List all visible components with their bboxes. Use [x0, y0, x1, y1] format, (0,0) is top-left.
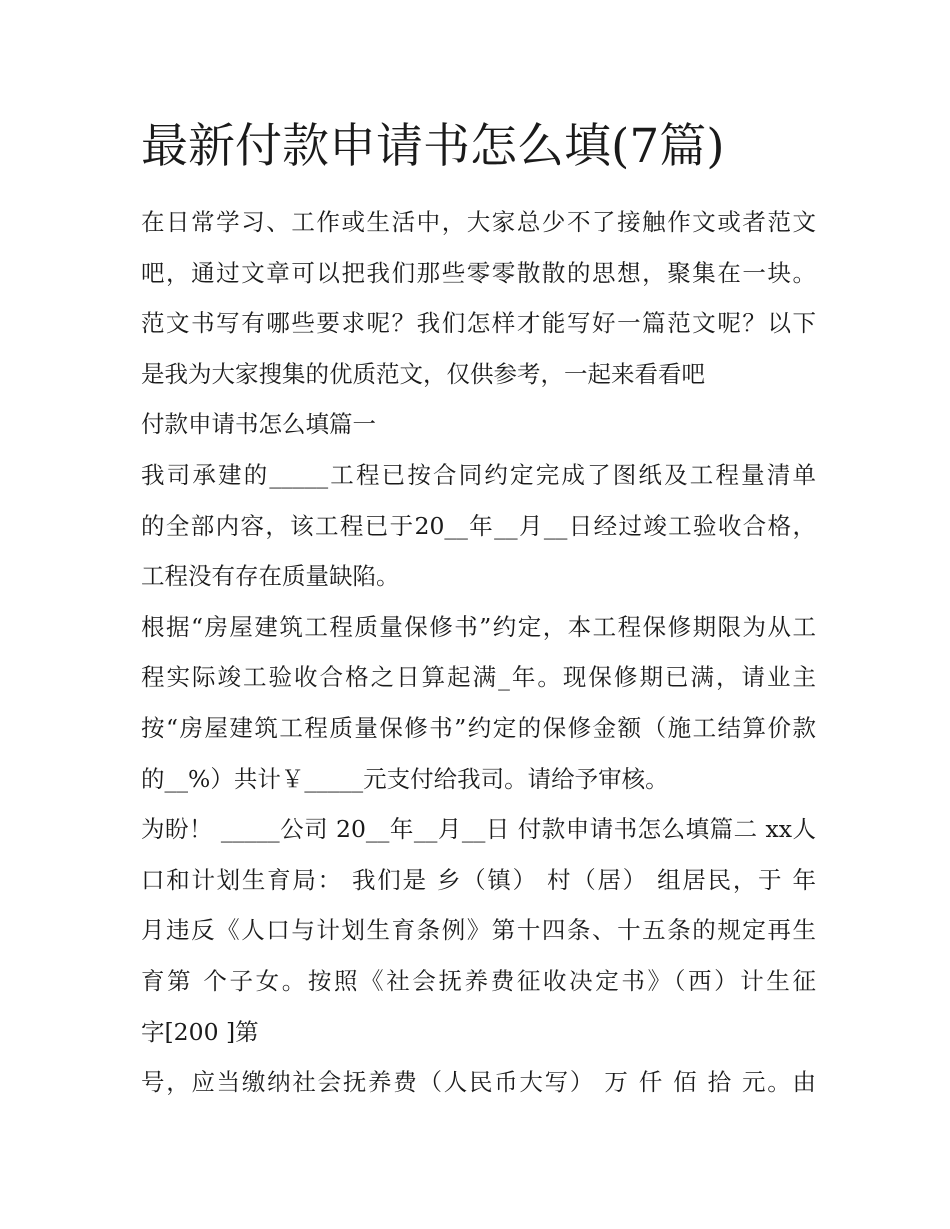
text-line: 口和计划生育局： 我们是 乡（镇） 村（居） 组居民，于 年 [141, 865, 816, 894]
text-line: 是我为大家搜集的优质范文，仅供参考，一起来看看吧 [141, 359, 705, 388]
text-line: 我司承建的_____工程已按合同约定完成了图纸及工程量清单 [141, 460, 816, 489]
text-line: 月违反《人口与计划生育条例》第十四条、十五条的规定再生 [141, 916, 816, 945]
text-line: 根据“房屋建筑工程质量保修书”约定，本工程保修期限为从工 [141, 612, 816, 641]
text-line: 吧，通过文章可以把我们那些零零散散的思想，聚集在一块。 [141, 258, 816, 287]
text-line: 字[200 ]第 [141, 1017, 259, 1046]
text-line: 的全部内容，该工程已于20__年__月__日经过竣工验收合格， [141, 511, 816, 540]
text-line: 在日常学习、工作或生活中，大家总少不了接触作文或者范文 [141, 208, 816, 236]
document-title: 最新付款申请书怎么填(7篇) [141, 119, 725, 174]
text-line: 付款申请书怎么填篇一 [141, 410, 376, 439]
text-line: 育第 个子女。按照《社会抚养费征收决定书》（西）计生征 [141, 966, 816, 995]
text-line: 程实际竣工验收合格之日算起满_年。现保修期已满，请业主 [141, 663, 816, 692]
document-body [141, 197, 816, 1108]
text-line: 的__%）共计￥_____元支付给我司。请给予审核。 [141, 764, 669, 793]
text-line: 范文书写有哪些要求呢？我们怎样才能写好一篇范文呢？以下 [141, 309, 816, 338]
text-line: 号，应当缴纳社会抚养费（人民币大写） 万 仟 佰 拾 元。由 [141, 1068, 816, 1097]
text-line: 工程没有存在质量缺陷。 [141, 562, 400, 591]
text-line: 为盼！ _____公司 20__年__月__日 付款申请书怎么填篇二 xx人 [141, 815, 816, 844]
text-line: 按“房屋建筑工程质量保修书”约定的保修金额（施工结算价款 [141, 713, 816, 742]
